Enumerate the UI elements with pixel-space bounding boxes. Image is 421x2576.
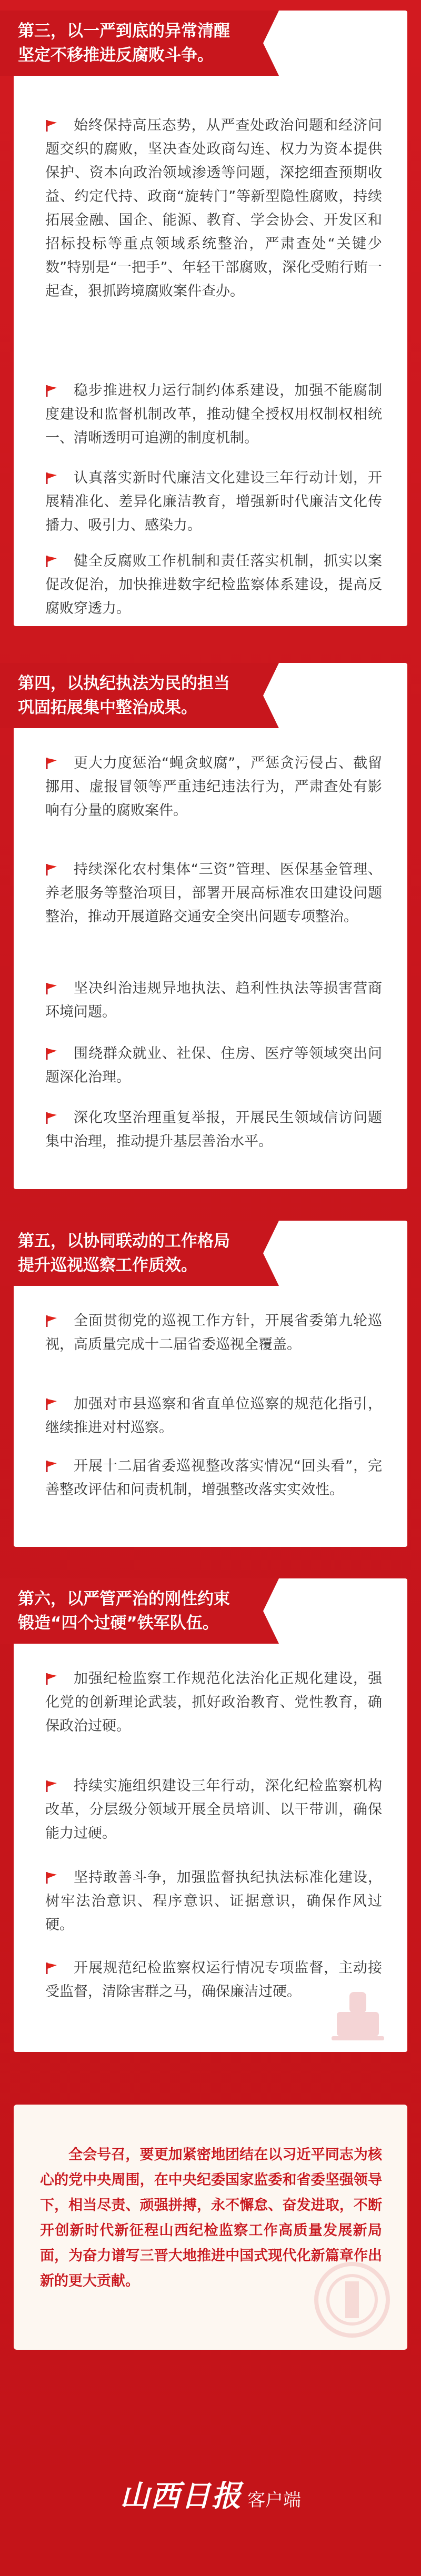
red-flag-icon: [45, 119, 59, 133]
red-flag-icon: [45, 1779, 59, 1793]
list-item: 开展规范纪检监察权运行情况专项监督，主动接受监督，清除害群之马，确保廉洁过硬。: [45, 1960, 382, 2000]
red-flag-icon: [45, 1047, 59, 1061]
red-flag-icon: [45, 982, 59, 995]
list-item: 认真落实新时代廉洁文化建设三年行动计划，开展精准化、差异化廉洁教育，增强新时代廉洁文化传播力、吸引力、感染力。: [45, 470, 382, 534]
list-item: 深化攻坚治理重复举报，开展民生领域信访问题集中治理，推动提升基层善治水平。: [45, 1110, 382, 1150]
emblem-icon: [313, 2260, 392, 2339]
red-flag-icon: [45, 1460, 59, 1473]
section-heading-line1: 第六，以严管严治的刚性约束: [18, 1589, 230, 1608]
red-flag-icon: [45, 863, 59, 877]
red-flag-icon: [45, 1111, 59, 1125]
section-heading: [0, 1578, 263, 1644]
red-flag-icon: [45, 1314, 59, 1328]
brand-logo: 山西日报: [120, 2479, 242, 2513]
list-item: 健全反腐败工作机制和责任落实机制，抓实以案促改促治，加快推进数字纪检监察体系建设，提高反腐败穿透力。: [45, 553, 382, 617]
section-card-3: [14, 11, 407, 626]
list-item: 加强对市县巡察和省直单位巡察的规范化指引，继续推进对村巡察。: [45, 1396, 382, 1436]
section-card-4: [14, 663, 407, 1189]
section-heading: [0, 1221, 263, 1286]
red-flag-icon: [45, 1961, 59, 1975]
list-item: 坚持敢善斗争，加强监督执纪执法标准化建设，树牢法治意识、程序意识、证据意识，确保作风过硬。: [45, 1869, 382, 1933]
section-heading: [0, 11, 263, 76]
section-heading-line1: 第五，以协同联动的工作格局: [18, 1232, 230, 1251]
list-item: 围绕群众就业、社保、住房、医疗等领域突出问题深化治理。: [45, 1045, 382, 1085]
red-flag-icon: [45, 555, 59, 568]
list-item: 始终保持高压态势，从严查处政治问题和经济问题交织的腐败，坚决查处政商勾连、权力为资本提供保护、资本向政治领域渗透等问题，深挖细查预期收益、约定代持、政商“旋转门”等新型隐性腐败，持续拓展金融、国企、能源、教育、学会协会、开发区和招标投标等重点领域系统整治，严肃查处“关键少数”特别是“一把手”、年轻干部腐败，深化受贿行贿一起查，狠抓跨境腐败案件查办。: [45, 117, 382, 299]
red-flag-icon: [45, 757, 59, 770]
section-heading: [0, 663, 263, 728]
red-flag-icon: [45, 384, 59, 398]
section-heading-line2: 巩固拓展集中整治成果。: [18, 698, 197, 717]
list-item: 稳步推进权力运行制约体系建设，加强不能腐制度建设和监督机制改革，推动健全授权用权制权相统一、清晰透明可追溯的制度机制。: [45, 383, 382, 446]
section-card-6: [14, 1578, 407, 2052]
section-card-5: [14, 1221, 407, 1547]
red-flag-icon: [45, 1871, 59, 1885]
list-item: 坚决纠治违规异地执法、趋利性执法等损害营商环境问题。: [45, 980, 382, 1020]
section-heading-line2: 坚定不移推进反腐败斗争。: [18, 46, 214, 65]
stamp-icon: [326, 1985, 389, 2042]
list-item: 持续深化农村集体“三资”管理、医保基金管理、养老服务等整治项目，部署开展高标准农田建设问题整治，推动开展道路交通安全突出问题专项整治。: [45, 861, 382, 925]
list-item: 加强纪检监察工作规范化法治化正规化建设，强化党的创新理论武装，抓好政治教育、党性教育，确保政治过硬。: [45, 1671, 382, 1734]
summary-text: 全会号召，要更加紧密地团结在以习近平同志为核心的党中央周围，在中央纪委国家监委和省委坚强领导下，相当尽责、顽强拼搏，永不懈怠、奋发进取，不断开创新时代新征程山西纪检监察工作高质量发展新局面，为奋力谱写三晋大地推进中国式现代化新篇章作出新的更大贡献。: [40, 2147, 382, 2289]
red-flag-icon: [45, 1672, 59, 1686]
section-heading-line1: 第三，以一严到底的异常清醒: [18, 22, 230, 41]
red-flag-icon: [45, 471, 59, 485]
section-heading-line2: 提升巡视巡察工作质效。: [18, 1256, 197, 1275]
list-item: 持续实施组织建设三年行动，深化纪检监察机构改革，分层级分领域开展全员培训、以干带训，确保能力过硬。: [45, 1778, 382, 1842]
list-item: 全面贯彻党的巡视工作方针，开展省委第九轮巡视，高质量完成十二届省委巡视全覆盖。: [45, 1313, 382, 1353]
summary-box: [14, 2105, 407, 2350]
footer-client-label: 客户端: [247, 2490, 301, 2511]
footer: [0, 2473, 421, 2515]
list-item: 开展十二届省委巡视整改落实情况“回头看”，完善整改评估和问责机制，增强整改落实实效性。: [45, 1458, 382, 1498]
red-flag-icon: [45, 1397, 59, 1411]
list-item: 更大力度惩治“蝇贪蚁腐”，严惩贪污侵占、截留挪用、虚报冒领等严重违纪违法行为，严肃查处有影响有分量的腐败案件。: [45, 755, 382, 819]
section-heading-line1: 第四，以执纪执法为民的担当: [18, 674, 230, 693]
section-heading-line2: 锻造“四个过硬”铁军队伍。: [18, 1614, 219, 1633]
